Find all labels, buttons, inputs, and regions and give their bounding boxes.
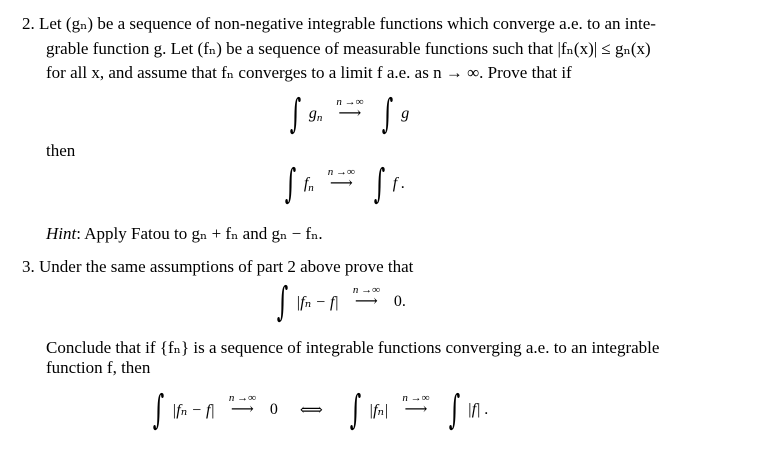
f-symbol: f . bbox=[392, 175, 406, 192]
integral-sign: ∫ bbox=[382, 91, 394, 137]
integral-sign: ∫ bbox=[289, 91, 302, 137]
hint-line bbox=[46, 224, 323, 244]
hint-text: : Apply Fatou to gₙ + fₙ and gₙ − fₙ. bbox=[76, 224, 323, 243]
hint-label: Hint bbox=[46, 224, 77, 243]
problem-2-text-1: Let (gₙ) be a sequence of non-negative integrable functions which converge a.e. to an inte- bbox=[39, 14, 656, 33]
problem-3-line-1 bbox=[22, 257, 413, 277]
limit-arrow: n →∞ ⟶ bbox=[327, 165, 355, 192]
problem-3-text-1: Under the same assumptions of part 2 above prove that bbox=[39, 257, 414, 276]
iff-symbol: ⟺ bbox=[299, 402, 323, 419]
integral-sign: ∫ bbox=[276, 279, 289, 325]
limit-arrow: n →∞ ⟶ bbox=[352, 283, 380, 310]
gn-symbol: $g_n$ bbox=[308, 104, 323, 124]
equation-abs-diff-limit bbox=[272, 279, 406, 325]
problem-2-line-1 bbox=[22, 14, 656, 34]
zero-value: 0. bbox=[393, 293, 406, 310]
abs-f-expr: |f| . bbox=[467, 401, 489, 418]
limit-arrow: n →∞ ⟶ bbox=[228, 391, 256, 418]
conclude-line-1: Conclude that if {fₙ} is a sequence of integrable functions converging a.e. to an integrable bbox=[46, 338, 660, 357]
equation-equivalence bbox=[148, 387, 489, 433]
integral-sign: ∫ bbox=[284, 161, 297, 207]
integral-sign: ∫ bbox=[349, 387, 361, 433]
limit-arrow: n →∞ ⟶ bbox=[336, 95, 364, 122]
abs-diff-expr: |fₙ − f| bbox=[171, 402, 215, 419]
problem-2-number: 2. bbox=[22, 14, 35, 33]
problem-2-line-3: for all x, and assume that fₙ converges to a limit f a.e. as n → ∞. Prove that if bbox=[46, 63, 572, 82]
problem-3-number: 3. bbox=[22, 257, 35, 276]
conclude-line-2: function f, then bbox=[46, 358, 151, 377]
integral-sign: ∫ bbox=[373, 161, 386, 207]
abs-fn-expr: |fₙ| bbox=[368, 402, 389, 419]
zero-value: 0 bbox=[269, 401, 278, 418]
limit-arrow: n →∞ ⟶ bbox=[402, 391, 430, 418]
g-symbol: g bbox=[401, 105, 410, 122]
integral-sign: ∫ bbox=[448, 387, 460, 433]
fn-symbol: $f_n$ bbox=[303, 174, 314, 194]
abs-diff-expr: |fₙ − f| bbox=[295, 294, 339, 311]
equation-gn-limit bbox=[285, 91, 410, 137]
then-text: then bbox=[46, 141, 76, 160]
equation-fn-limit bbox=[280, 161, 406, 207]
integral-sign: ∫ bbox=[152, 387, 165, 433]
problem-2-line-2: grable function g. Let (fₙ) be a sequence of measurable functions such that |fₙ(x)| ≤ gₙ(x) bbox=[46, 39, 651, 58]
